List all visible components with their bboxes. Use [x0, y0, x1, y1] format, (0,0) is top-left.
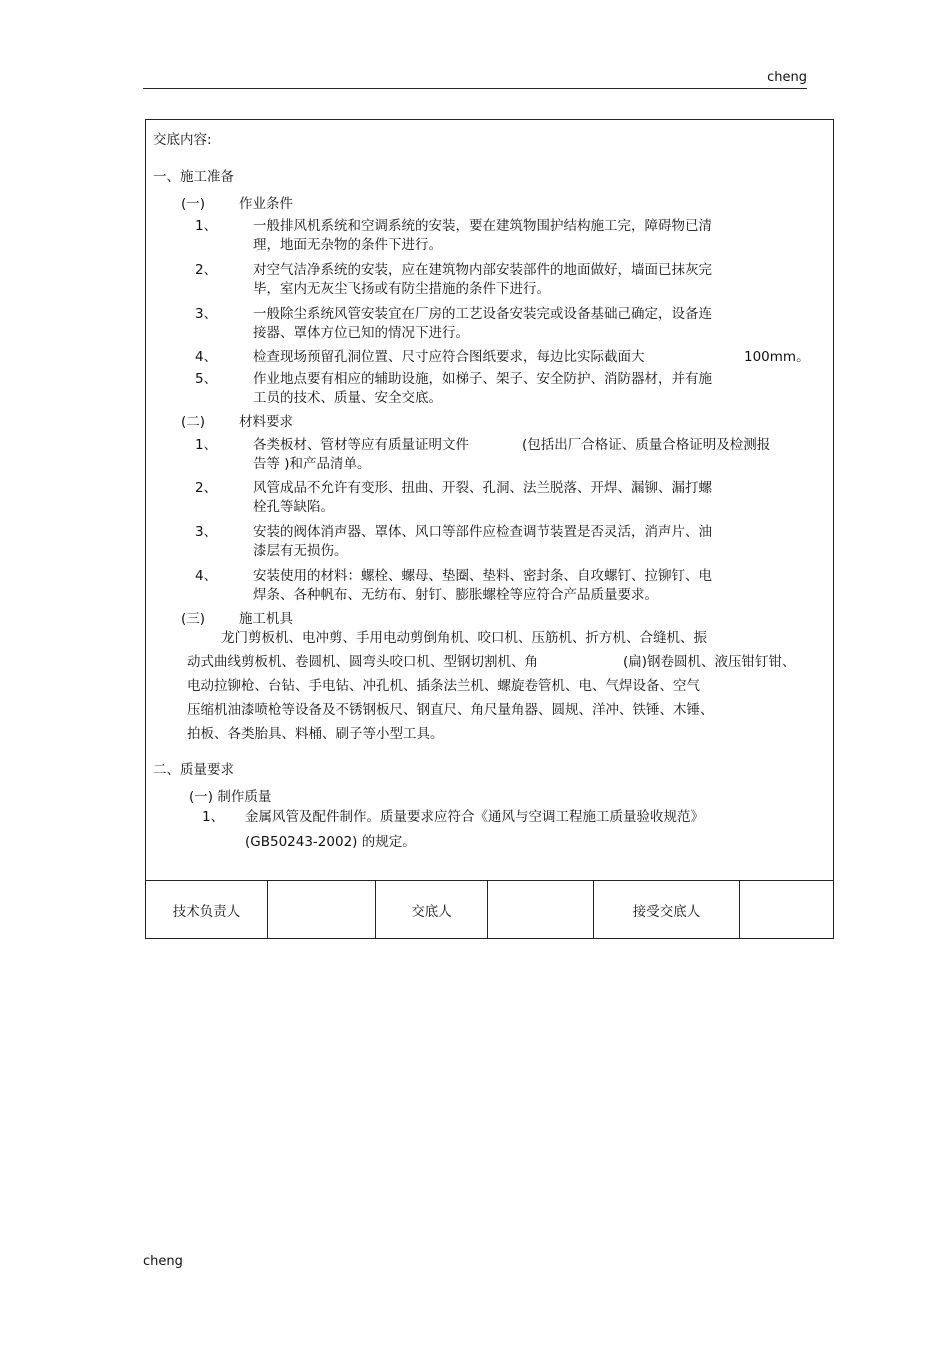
receiver-label-cell [594, 881, 740, 939]
list-item-num: 2、 [195, 480, 218, 496]
tech-lead-label: 技术负责人 [172, 904, 241, 920]
receiver-label: 接受交底人 [632, 904, 701, 920]
list-item-num: 3、 [195, 306, 218, 322]
signature-row [146, 880, 833, 939]
list-item-num: 4、 [195, 568, 218, 584]
list-item-num: 1、 [202, 809, 225, 825]
footer-text: cheng [143, 1254, 183, 1269]
list-item-line: (GB50243-2002) 的规定。 [245, 834, 416, 850]
list-item-line: 焊条、各种帆布、无纺布、射钉、膨胀螺栓等应符合产品质量要求。 [253, 587, 658, 603]
discloser-label: 交底人 [411, 904, 452, 920]
subsection-1-3-num: (三) [181, 611, 206, 627]
discloser-label-cell [376, 881, 488, 939]
subsection-1-1-num: (一) [181, 196, 206, 212]
list-item-line: 理，地面无杂物的条件下进行。 [253, 237, 442, 253]
tech-lead-signature-field[interactable] [268, 881, 376, 939]
list-item-line: 安装使用的材料：螺栓、螺母、垫圈、垫料、密封条、自攻螺钉、拉铆钉、电 [253, 568, 712, 584]
list-item-line: 风管成品不允许有变形、扭曲、开裂、孔洞、法兰脱落、开焊、漏铆、漏打螺 [253, 480, 712, 496]
tools-line: 拍板、各类胎具、料桶、刷子等小型工具。 [187, 726, 444, 742]
list-item-line: (包括出厂合格证、质量合格证明及检测报 [522, 437, 771, 453]
list-item-line: 作业地点要有相应的辅助设施，如梯子、架子、安全防护、消防器材，并有施 [253, 371, 712, 387]
list-item-line: 100mm。 [744, 349, 810, 365]
tools-line: 龙门剪板机、电冲剪、手用电动剪倒角机、咬口机、压筋机、折方机、合缝机、振 [221, 630, 707, 646]
list-item-num: 5、 [195, 371, 218, 387]
section-1-heading: 一、施工准备 [153, 169, 234, 185]
list-item-line: 各类板材、管材等应有质量证明文件 [253, 437, 469, 453]
list-item-num: 1、 [195, 218, 218, 234]
list-item-num: 1、 [195, 437, 218, 453]
page-header [143, 70, 807, 89]
list-item-line: 栓孔等缺陷。 [253, 499, 334, 515]
list-item-line: 安装的阀体消声器、罩体、风口等部件应检查调节装置是否灵活，消声片、油 [253, 524, 712, 540]
list-item-line: 检查现场预留孔洞位置、尺寸应符合图纸要求，每边比实际截面大 [253, 349, 645, 365]
list-item-line: 接器、罩体方位已知的情况下进行。 [253, 325, 469, 341]
list-item-line: 一般排风机系统和空调系统的安装，要在建筑物围护结构施工完，障碍物已清 [253, 218, 712, 234]
header-text: cheng [767, 70, 807, 85]
list-item-line: 一般除尘系统风管安装宜在厂房的工艺设备安装完或设备基础己确定，设备连 [253, 306, 712, 322]
list-item-line: 金属风管及配件制作。质量要求应符合《通风与空调工程施工质量验收规范》 [245, 809, 704, 825]
tech-lead-label-cell [146, 881, 268, 939]
discloser-signature-field[interactable] [488, 881, 594, 939]
tools-line: (扁)钢卷圆机、液压钳钉钳、 [623, 654, 796, 670]
list-item-line: 毕，室内无灰尘飞扬或有防尘措施的条件下进行。 [253, 281, 550, 297]
list-item-line: 告等 )和产品清单。 [253, 456, 371, 472]
subsection-1-1-title: 作业条件 [239, 196, 293, 212]
disclosure-table [145, 119, 834, 939]
tools-line: 压缩机油漆喷枪等设备及不锈钢板尺、钢直尺、角尺量角器、圆规、洋冲、铁锤、木锤、 [187, 702, 714, 718]
tools-line: 动式曲线剪板机、卷圆机、圆弯头咬口机、型钢切割机、角 [187, 654, 538, 670]
section-2-heading: 二、质量要求 [153, 762, 234, 778]
list-item-num: 4、 [195, 349, 218, 365]
tools-line: 电动拉铆枪、台钻、手电钻、冲孔机、插条法兰机、螺旋卷管机、电、气焊设备、空气 [187, 678, 700, 694]
list-item-line: 对空气洁净系统的安装，应在建筑物内部安装部件的地面做好，墙面已抹灰完 [253, 262, 712, 278]
subsection-1-2-num: (二) [181, 414, 206, 430]
subsection-1-3-title: 施工机具 [239, 611, 293, 627]
list-item-line: 漆层有无损伤。 [253, 543, 348, 559]
subsection-1-2-title: 材料要求 [239, 414, 293, 430]
list-item-num: 2、 [195, 262, 218, 278]
content-title: 交底内容: [153, 132, 212, 148]
list-item-num: 3、 [195, 524, 218, 540]
receiver-signature-field[interactable] [740, 881, 833, 939]
subsection-2-1-title: (一) 制作质量 [189, 789, 272, 805]
list-item-line: 工员的技术、质量、安全交底。 [253, 390, 442, 406]
